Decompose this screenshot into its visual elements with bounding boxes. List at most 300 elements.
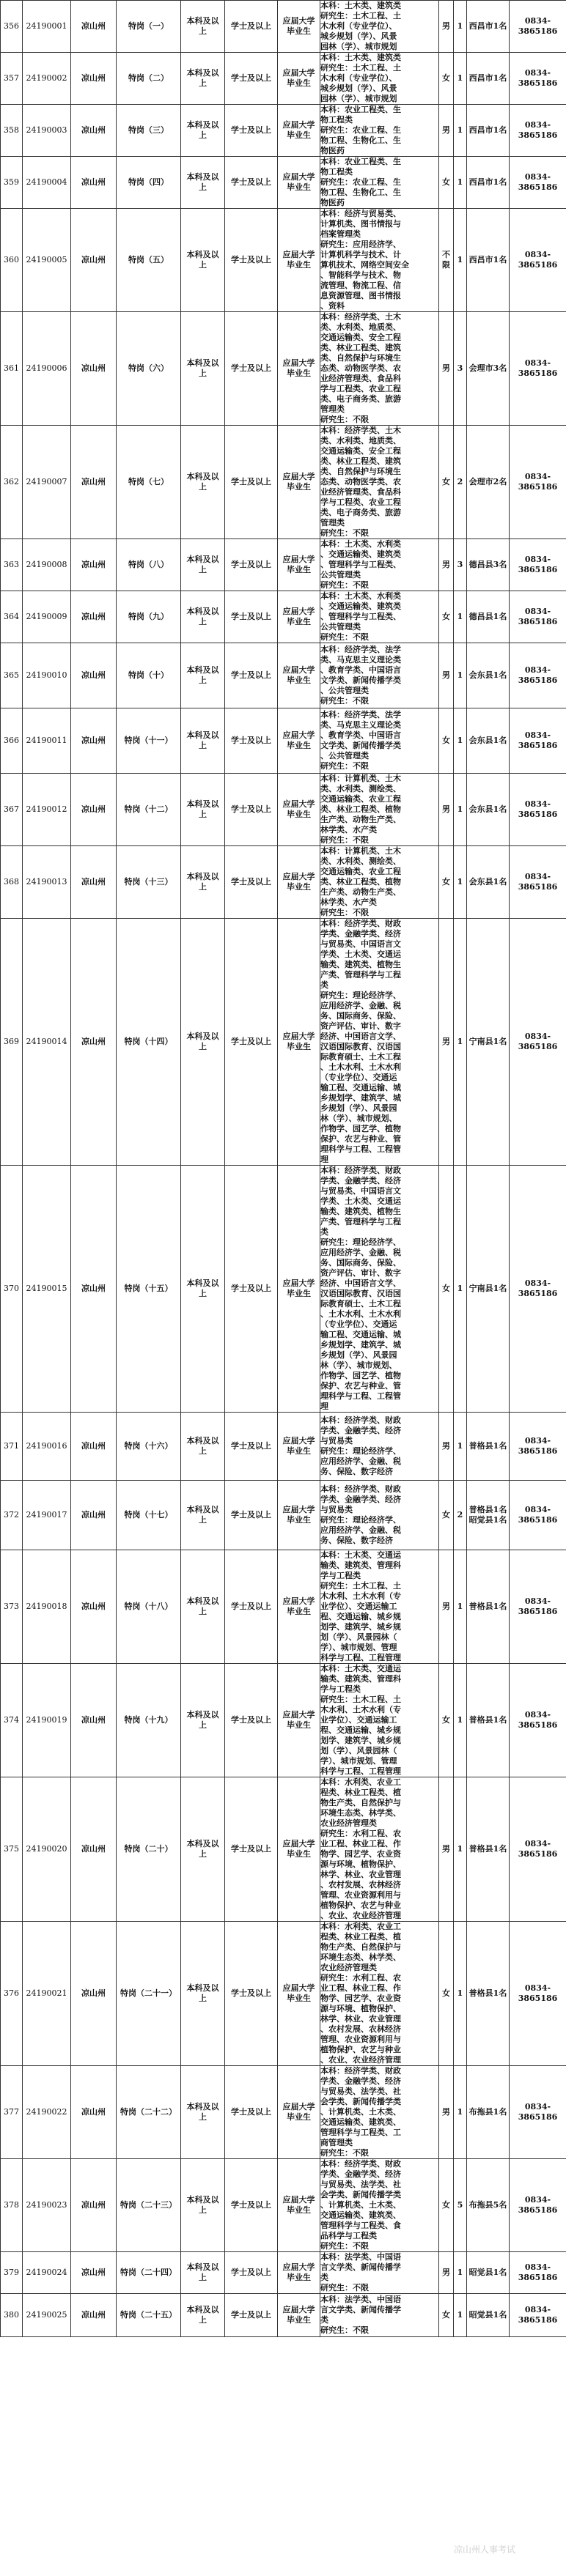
degree-cell: 学士及以上: [225, 643, 278, 708]
degree-cell: 学士及以上: [225, 209, 278, 312]
seq-cell: 380: [1, 2294, 23, 2337]
table-row: [1, 539, 566, 591]
code-cell: 24190023: [23, 2159, 71, 2252]
seq-cell: 369: [1, 919, 23, 1166]
count-cell: 1: [454, 1413, 467, 1481]
major-cell: 本科：土木类、交通运 输类、建筑类、管理科 学与工程类 研究生：土木工程、土 木水利、土木水利（专 业学位）、交通运输工 程、交通运输、城乡规 划学、建筑学、城乡规 划（学）、风景园林（ 学）、城市规划、管理 科学与工程、工程管理: [320, 1550, 439, 1664]
seq-cell: 370: [1, 1166, 23, 1413]
table-row: [1, 2066, 566, 2159]
count-cell: 2: [454, 426, 467, 539]
post-cell: 特岗（二十一）: [117, 1922, 181, 2066]
source-cell: 应届大学 毕业生: [278, 708, 320, 774]
sex-cell: 男: [439, 1777, 454, 1922]
count-cell: 1: [454, 708, 467, 774]
area-cell: 凉山州: [71, 157, 117, 209]
location-cell: 普格县1名: [467, 1413, 510, 1481]
table-row: [1, 2294, 566, 2337]
phone-cell: 0834-3865186: [510, 2252, 566, 2294]
major-cell: 本科：经济学类、财政 学类、金融学类、经济 与贸易类、法学类、社 会学类、新闻传播学类 、计算机类、土木类、 交通运输类、建筑类、 管理科学与工程类、工 商管理类 研究生：不限: [320, 2066, 439, 2159]
location-cell: 普格县1名: [467, 1664, 510, 1777]
sex-cell: 男: [439, 774, 454, 846]
education-cell: 本科及以 上: [181, 209, 225, 312]
table-row: [1, 708, 566, 774]
education-cell: 本科及以 上: [181, 105, 225, 157]
code-cell: 24190024: [23, 2252, 71, 2294]
education-cell: 本科及以 上: [181, 2252, 225, 2294]
source-cell: 应届大学 毕业生: [278, 846, 320, 919]
source-cell: 应届大学 毕业生: [278, 774, 320, 846]
seq-cell: 361: [1, 312, 23, 426]
count-cell: 1: [454, 774, 467, 846]
area-cell: 凉山州: [71, 643, 117, 708]
major-cell: 本科：经济学类、土木 类、水利类、地质类、 交通运输类、安全工程 类、林业工程类、建筑 类、自然保护与环境生 态类、动物医学类、农 业经济管理类、食品科 学与工程类、农业工程 类、电子商务类、旅游 管理类 研究生：不限: [320, 426, 439, 539]
code-cell: 24190002: [23, 53, 71, 105]
location-cell: 昭觉县1名: [467, 2252, 510, 2294]
seq-cell: 366: [1, 708, 23, 774]
source-cell: 应届大学 毕业生: [278, 312, 320, 426]
post-cell: 特岗（十）: [117, 643, 181, 708]
degree-cell: 学士及以上: [225, 1664, 278, 1777]
code-cell: 24190025: [23, 2294, 71, 2337]
major-cell: 本科：农业工程类、生 物工程类 研究生：农业工程、生 物工程、生物化工、生 物医药: [320, 105, 439, 157]
degree-cell: 学士及以上: [225, 539, 278, 591]
post-cell: 特岗（二）: [117, 53, 181, 105]
count-cell: 2: [454, 1481, 467, 1550]
location-cell: 宁南县1名: [467, 919, 510, 1166]
area-cell: 凉山州: [71, 591, 117, 643]
table-row: [1, 846, 566, 919]
count-cell: 1: [454, 157, 467, 209]
sex-cell: 女: [439, 2159, 454, 2252]
education-cell: 本科及以 上: [181, 846, 225, 919]
table-row: [1, 1922, 566, 2066]
seq-cell: 362: [1, 426, 23, 539]
area-cell: 凉山州: [71, 2159, 117, 2252]
post-cell: 特岗（十五）: [117, 1166, 181, 1413]
major-cell: 本科：经济学类、法学 类、马克思主义理论类 、教育学类、中国语言 文学类、新闻传播学类 、公共管理类 研究生：不限: [320, 708, 439, 774]
source-cell: 应届大学 毕业生: [278, 591, 320, 643]
sex-cell: 女: [439, 426, 454, 539]
source-cell: 应届大学 毕业生: [278, 2294, 320, 2337]
degree-cell: 学士及以上: [225, 1166, 278, 1413]
phone-cell: 0834-3865186: [510, 157, 566, 209]
table-row: [1, 157, 566, 209]
degree-cell: 学士及以上: [225, 2159, 278, 2252]
major-cell: 本科：计算机类、土木 类、水利类、测绘类、 交通运输类、农业工程 类、林业工程类、植物 生产类、动物生产类、 林学类、水产类 研究生：不限: [320, 774, 439, 846]
location-cell: 西昌市1名: [467, 157, 510, 209]
location-cell: 会理市2名: [467, 426, 510, 539]
education-cell: 本科及以 上: [181, 643, 225, 708]
education-cell: 本科及以 上: [181, 708, 225, 774]
seq-cell: 363: [1, 539, 23, 591]
table-row: [1, 774, 566, 846]
degree-cell: 学士及以上: [225, 2294, 278, 2337]
education-cell: 本科及以 上: [181, 1550, 225, 1664]
phone-cell: 0834-3865186: [510, 1, 566, 53]
education-cell: 本科及以 上: [181, 774, 225, 846]
post-cell: 特岗（二十四）: [117, 2252, 181, 2294]
major-cell: 本科：经济学类、财政 学类、金融学类、经济 与贸易类、中国语言文 学类、土木类、交通运 输类、建筑类、植物生 产类、管理科学与工程 类 研究生：理论经济学、 应用经济学、金融、税 务、国际商务、保险、 资产评估、审计、数字 经济、中国语言文学、 汉语国际教育、汉语国 际教育硕士、土木工程 、土木水利、土木水利 （专业学位）、交通运 输工程、交通运输、城 乡规划学、建筑学、城 乡规划（学）、风景园 林（学）、城市规划、 作物学、园艺学、植物 保护、农艺与种业、管 理科学与工程、工程管 理: [320, 919, 439, 1166]
seq-cell: 371: [1, 1413, 23, 1481]
seq-cell: 357: [1, 53, 23, 105]
major-cell: 本科：土木类、水利类 、交通运输类、建筑类 、管理科学与工程类、 公共管理类 研究生：不限: [320, 591, 439, 643]
post-cell: 特岗（十二）: [117, 774, 181, 846]
table-row: [1, 2252, 566, 2294]
education-cell: 本科及以 上: [181, 591, 225, 643]
education-cell: 本科及以 上: [181, 53, 225, 105]
location-cell: 西昌市1名: [467, 1, 510, 53]
location-cell: 会东县1名: [467, 774, 510, 846]
phone-cell: 0834-3865186: [510, 774, 566, 846]
major-cell: 本科：法学类、中国语 言文学类、新闻传播学 类 研究生：不限: [320, 2294, 439, 2337]
area-cell: 凉山州: [71, 708, 117, 774]
source-cell: 应届大学 毕业生: [278, 1413, 320, 1481]
source-cell: 应届大学 毕业生: [278, 2252, 320, 2294]
source-cell: 应届大学 毕业生: [278, 643, 320, 708]
degree-cell: 学士及以上: [225, 2066, 278, 2159]
seq-cell: 356: [1, 1, 23, 53]
table-row: [1, 591, 566, 643]
source-cell: 应届大学 毕业生: [278, 105, 320, 157]
education-cell: 本科及以 上: [181, 1, 225, 53]
area-cell: 凉山州: [71, 846, 117, 919]
post-cell: 特岗（五）: [117, 209, 181, 312]
sex-cell: 男: [439, 919, 454, 1166]
area-cell: 凉山州: [71, 539, 117, 591]
table-body: [1, 1, 566, 2337]
source-cell: 应届大学 毕业生: [278, 2159, 320, 2252]
phone-cell: 0834-3865186: [510, 426, 566, 539]
code-cell: 24190019: [23, 1664, 71, 1777]
seq-cell: 359: [1, 157, 23, 209]
education-cell: 本科及以 上: [181, 1166, 225, 1413]
post-cell: 特岗（十九）: [117, 1664, 181, 1777]
post-cell: 特岗（十一）: [117, 708, 181, 774]
sex-cell: 男: [439, 312, 454, 426]
location-cell: 会东县1名: [467, 846, 510, 919]
phone-cell: 0834-3865186: [510, 105, 566, 157]
post-cell: 特岗（三）: [117, 105, 181, 157]
code-cell: 24190010: [23, 643, 71, 708]
location-cell: 西昌市1名: [467, 53, 510, 105]
degree-cell: 学士及以上: [225, 105, 278, 157]
phone-cell: 0834-3865186: [510, 846, 566, 919]
table-row: [1, 1481, 566, 1550]
area-cell: 凉山州: [71, 1481, 117, 1550]
code-cell: 24190022: [23, 2066, 71, 2159]
major-cell: 本科：经济学类、财政 学类、金融学类、经济 与贸易类、法学类、社 会学类、新闻传播学类 、计算机类、土木类、 交通运输类、建筑类、 管理科学与工程类、食 品科学与工程类 研究生：不限: [320, 2159, 439, 2252]
degree-cell: 学士及以上: [225, 846, 278, 919]
source-cell: 应届大学 毕业生: [278, 1922, 320, 2066]
degree-cell: 学士及以上: [225, 774, 278, 846]
location-cell: 德昌县3名: [467, 539, 510, 591]
sex-cell: 男: [439, 1, 454, 53]
code-cell: 24190004: [23, 157, 71, 209]
education-cell: 本科及以 上: [181, 1481, 225, 1550]
location-cell: 西昌市1名: [467, 209, 510, 312]
code-cell: 24190009: [23, 591, 71, 643]
count-cell: 1: [454, 2294, 467, 2337]
sex-cell: 女: [439, 53, 454, 105]
area-cell: 凉山州: [71, 1664, 117, 1777]
sex-cell: 女: [439, 708, 454, 774]
major-cell: 本科：经济学类、财政 学类、金融学类、经济 与贸易类 研究生：理论经济学、 应用经济学、金融、税 务、保险、数字经济: [320, 1481, 439, 1550]
seq-cell: 365: [1, 643, 23, 708]
count-cell: 1: [454, 1166, 467, 1413]
code-cell: 24190001: [23, 1, 71, 53]
sex-cell: 男: [439, 539, 454, 591]
source-cell: 应届大学 毕业生: [278, 1777, 320, 1922]
post-cell: 特岗（十三）: [117, 846, 181, 919]
table-row: [1, 1, 566, 53]
seq-cell: 376: [1, 1922, 23, 2066]
code-cell: 24190013: [23, 846, 71, 919]
table-row: [1, 105, 566, 157]
education-cell: 本科及以 上: [181, 312, 225, 426]
major-cell: 本科：土木类、建筑类 研究生：土木工程、土 木水利（专业学位）、 城乡规划（学）、风景 园林（学）、城市规划: [320, 53, 439, 105]
phone-cell: 0834-3865186: [510, 209, 566, 312]
major-cell: 本科：经济与贸易类、 计算机类、图书情报与 档案管理类 研究生：应用经济学、 计算机科学与技术、计 算机技术、网络空间安全 、智能科学与技术、物 流管理、物流工程、信 息资源管理、图书情报 、资料: [320, 209, 439, 312]
location-cell: 普格县1名 昭觉县1名: [467, 1481, 510, 1550]
degree-cell: 学士及以上: [225, 1413, 278, 1481]
phone-cell: 0834-3865186: [510, 2066, 566, 2159]
table-row: [1, 1550, 566, 1664]
phone-cell: 0834-3865186: [510, 708, 566, 774]
seq-cell: 360: [1, 209, 23, 312]
major-cell: 本科：土木类、水利类 、交通运输类、建筑类 、管理科学与工程类、 公共管理类 研究生：不限: [320, 539, 439, 591]
sex-cell: 女: [439, 1166, 454, 1413]
major-cell: 本科：水利类、农业工 程类、林业工程类、植 物生产类、自然保护与 环境生态类、林学类、 农业经济管理类 研究生：水利工程、农 业工程、林业工程、作 物学、园艺学、农业资 源与环境、植物保护、 林学、林业、农业管理 、农村发展、农林经济 管理、农业资源利用与 植物保护、农艺与种业 、农业、农业经济管理: [320, 1777, 439, 1922]
code-cell: 24190003: [23, 105, 71, 157]
code-cell: 24190011: [23, 708, 71, 774]
code-cell: 24190020: [23, 1777, 71, 1922]
education-cell: 本科及以 上: [181, 2294, 225, 2337]
location-cell: 西昌市1名: [467, 105, 510, 157]
source-cell: 应届大学 毕业生: [278, 209, 320, 312]
area-cell: 凉山州: [71, 1413, 117, 1481]
phone-cell: 0834-3865186: [510, 919, 566, 1166]
source-cell: 应届大学 毕业生: [278, 1550, 320, 1664]
degree-cell: 学士及以上: [225, 591, 278, 643]
area-cell: 凉山州: [71, 53, 117, 105]
post-cell: 特岗（十四）: [117, 919, 181, 1166]
seq-cell: 377: [1, 2066, 23, 2159]
degree-cell: 学士及以上: [225, 708, 278, 774]
sex-cell: 女: [439, 2294, 454, 2337]
table-row: [1, 1413, 566, 1481]
education-cell: 本科及以 上: [181, 2159, 225, 2252]
count-cell: 1: [454, 105, 467, 157]
sex-cell: 男: [439, 1550, 454, 1664]
seq-cell: 372: [1, 1481, 23, 1550]
count-cell: 1: [454, 2066, 467, 2159]
post-cell: 特岗（二十）: [117, 1777, 181, 1922]
major-cell: 本科：水利类、农业工 程类、林业工程类、植 物生产类、自然保护与 环境生态类、林学类、 农业经济管理类 研究生：水利工程、农 业工程、林业工程、作 物学、园艺学、农业资 源与环境、植物保护、 林学、林业、农业管理 、农村发展、农林经济 管理、农业资源利用与 植物保护、农艺与种业 、农业、农业经济管理: [320, 1922, 439, 2066]
degree-cell: 学士及以上: [225, 1777, 278, 1922]
education-cell: 本科及以 上: [181, 1922, 225, 2066]
count-cell: 3: [454, 539, 467, 591]
code-cell: 24190016: [23, 1413, 71, 1481]
count-cell: 1: [454, 591, 467, 643]
phone-cell: 0834-3865186: [510, 1413, 566, 1481]
count-cell: 1: [454, 1777, 467, 1922]
area-cell: 凉山州: [71, 105, 117, 157]
post-cell: 特岗（一）: [117, 1, 181, 53]
education-cell: 本科及以 上: [181, 919, 225, 1166]
major-cell: 本科：计算机类、土木 类、水利类、测绘类、 交通运输类、农业工程 类、林业工程类、植物 生产类、动物生产类、 林学类、水产类 研究生：不限: [320, 846, 439, 919]
education-cell: 本科及以 上: [181, 426, 225, 539]
table-row: [1, 209, 566, 312]
post-cell: 特岗（四）: [117, 157, 181, 209]
area-cell: 凉山州: [71, 2252, 117, 2294]
post-cell: 特岗（七）: [117, 426, 181, 539]
count-cell: 1: [454, 209, 467, 312]
source-cell: 应届大学 毕业生: [278, 1, 320, 53]
seq-cell: 375: [1, 1777, 23, 1922]
area-cell: 凉山州: [71, 2066, 117, 2159]
major-cell: 本科：土木类、建筑类 研究生：土木工程、土 木水利（专业学位）、 城乡规划（学）、风景 园林（学）、城市规划: [320, 1, 439, 53]
table-row: [1, 426, 566, 539]
code-cell: 24190018: [23, 1550, 71, 1664]
code-cell: 24190021: [23, 1922, 71, 2066]
table-row: [1, 2159, 566, 2252]
code-cell: 24190008: [23, 539, 71, 591]
table-row: [1, 312, 566, 426]
code-cell: 24190012: [23, 774, 71, 846]
count-cell: 1: [454, 1664, 467, 1777]
post-cell: 特岗（十七）: [117, 1481, 181, 1550]
source-cell: 应届大学 毕业生: [278, 1664, 320, 1777]
seq-cell: 374: [1, 1664, 23, 1777]
count-cell: 1: [454, 1, 467, 53]
location-cell: 普格县1名: [467, 1922, 510, 2066]
degree-cell: 学士及以上: [225, 919, 278, 1166]
area-cell: 凉山州: [71, 1550, 117, 1664]
location-cell: 会东县1名: [467, 708, 510, 774]
sex-cell: 女: [439, 1481, 454, 1550]
location-cell: 宁南县1名: [467, 1166, 510, 1413]
seq-cell: 367: [1, 774, 23, 846]
major-cell: 本科：经济学类、财政 学类、金融学类、经济 与贸易类、中国语言文 学类、土木类、交通运 输类、建筑类、植物生 产类、管理科学与工程 类 研究生：理论经济学、 应用经济学、金融、税 务、国际商务、保险、 资产评估、审计、数字 经济、中国语言文学、 汉语国际教育、汉语国 际教育硕士、土木工程 、土木水利、土木水利 （专业学位）、交通运 输工程、交通运输、城 乡规划学、建筑学、城 乡规划（学）、风景园 林（学）、城市规划、 作物学、园艺学、植物 保护、农艺与种业、管 理科学与工程、工程管 理: [320, 1166, 439, 1413]
major-cell: 本科：经济学类、土木 类、水利类、地质类、 交通运输类、安全工程 类、林业工程类、建筑 类、自然保护与环境生 态类、动物医学类、农 业经济管理类、食品科 学与工程类、农业工程 类、电子商务类、旅游 管理类 研究生：不限: [320, 312, 439, 426]
sex-cell: 不限: [439, 209, 454, 312]
count-cell: 1: [454, 643, 467, 708]
table-row: [1, 53, 566, 105]
area-cell: 凉山州: [71, 209, 117, 312]
phone-cell: 0834-3865186: [510, 53, 566, 105]
table-row: [1, 643, 566, 708]
sex-cell: 女: [439, 1922, 454, 2066]
major-cell: 本科：土木类、交通运 输类、建筑类、管理科 学与工程类 研究生：土木工程、土 木水利、土木水利（专 业学位）、交通运输工 程、交通运输、城乡规 划学、建筑学、城乡规 划（学）、风景园林（ 学）、城市规划、管理 科学与工程、工程管理: [320, 1664, 439, 1777]
major-cell: 本科：经济学类、法学 类、马克思主义理论类 、教育学类、中国语言 文学类、新闻传播学类 、公共管理类 研究生：不限: [320, 643, 439, 708]
phone-cell: 0834-3865186: [510, 312, 566, 426]
code-cell: 24190007: [23, 426, 71, 539]
degree-cell: 学士及以上: [225, 426, 278, 539]
post-cell: 特岗（九）: [117, 591, 181, 643]
code-cell: 24190005: [23, 209, 71, 312]
major-cell: 本科：农业工程类、生 物工程类 研究生：农业工程、生 物工程、生物化工、生 物医药: [320, 157, 439, 209]
degree-cell: 学士及以上: [225, 157, 278, 209]
phone-cell: 0834-3865186: [510, 1777, 566, 1922]
seq-cell: 379: [1, 2252, 23, 2294]
phone-cell: 0834-3865186: [510, 643, 566, 708]
source-cell: 应届大学 毕业生: [278, 157, 320, 209]
location-cell: 德昌县1名: [467, 591, 510, 643]
degree-cell: 学士及以上: [225, 1550, 278, 1664]
seq-cell: 358: [1, 105, 23, 157]
area-cell: 凉山州: [71, 919, 117, 1166]
seq-cell: 373: [1, 1550, 23, 1664]
source-cell: 应届大学 毕业生: [278, 53, 320, 105]
seq-cell: 378: [1, 2159, 23, 2252]
post-cell: 特岗（十八）: [117, 1550, 181, 1664]
location-cell: 普格县1名: [467, 1777, 510, 1922]
source-cell: 应届大学 毕业生: [278, 1481, 320, 1550]
count-cell: 1: [454, 1922, 467, 2066]
sex-cell: 男: [439, 1413, 454, 1481]
watermark: 凉山州人事考试: [451, 2542, 518, 2556]
code-cell: 24190006: [23, 312, 71, 426]
location-cell: 会东县1名: [467, 643, 510, 708]
area-cell: 凉山州: [71, 1, 117, 53]
count-cell: 1: [454, 919, 467, 1166]
sex-cell: 男: [439, 105, 454, 157]
area-cell: 凉山州: [71, 426, 117, 539]
table-row: [1, 1777, 566, 1922]
code-cell: 24190017: [23, 1481, 71, 1550]
location-cell: 昭觉县1名: [467, 2294, 510, 2337]
post-cell: 特岗（二十二）: [117, 2066, 181, 2159]
source-cell: 应届大学 毕业生: [278, 919, 320, 1166]
area-cell: 凉山州: [71, 774, 117, 846]
major-cell: 本科：经济学类、财政 学类、金融学类、经济 与贸易类 研究生：理论经济学、 应用经济学、金融、税 务、保险、数字经济: [320, 1413, 439, 1481]
source-cell: 应届大学 毕业生: [278, 539, 320, 591]
seq-cell: 364: [1, 591, 23, 643]
phone-cell: 0834-3865186: [510, 1166, 566, 1413]
location-cell: 会理市3名: [467, 312, 510, 426]
post-cell: 特岗（十六）: [117, 1413, 181, 1481]
sex-cell: 女: [439, 157, 454, 209]
major-cell: 本科：法学类、中国语 言文学类、新闻传播学 类 研究生：不限: [320, 2252, 439, 2294]
post-cell: 特岗（二十三）: [117, 2159, 181, 2252]
area-cell: 凉山州: [71, 1777, 117, 1922]
source-cell: 应届大学 毕业生: [278, 426, 320, 539]
education-cell: 本科及以 上: [181, 1777, 225, 1922]
phone-cell: 0834-3865186: [510, 1664, 566, 1777]
count-cell: 1: [454, 1550, 467, 1664]
source-cell: 应届大学 毕业生: [278, 1166, 320, 1413]
count-cell: 1: [454, 53, 467, 105]
code-cell: 24190015: [23, 1166, 71, 1413]
area-cell: 凉山州: [71, 1922, 117, 2066]
location-cell: 布拖县5名: [467, 2159, 510, 2252]
source-cell: 应届大学 毕业生: [278, 2066, 320, 2159]
education-cell: 本科及以 上: [181, 157, 225, 209]
degree-cell: 学士及以上: [225, 2252, 278, 2294]
phone-cell: 0834-3865186: [510, 591, 566, 643]
table-row: [1, 919, 566, 1166]
table-row: [1, 1166, 566, 1413]
sex-cell: 男: [439, 2252, 454, 2294]
area-cell: 凉山州: [71, 2294, 117, 2337]
post-cell: 特岗（二十五）: [117, 2294, 181, 2337]
degree-cell: 学士及以上: [225, 1922, 278, 2066]
table-row: [1, 1664, 566, 1777]
phone-cell: 0834-3865186: [510, 1481, 566, 1550]
count-cell: 5: [454, 2159, 467, 2252]
sex-cell: 女: [439, 591, 454, 643]
phone-cell: 0834-3865186: [510, 1922, 566, 2066]
